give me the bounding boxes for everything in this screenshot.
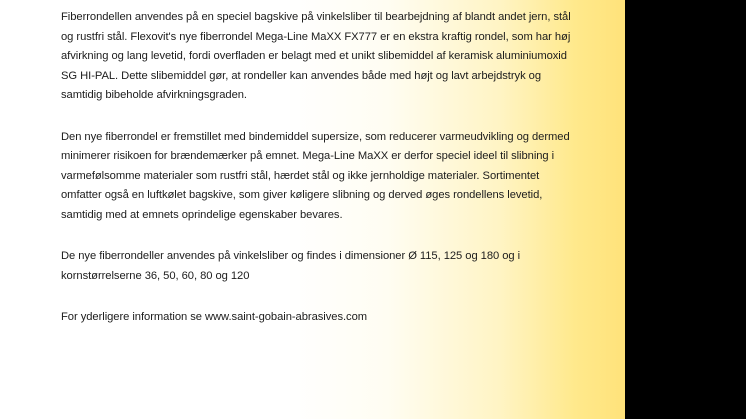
paragraph-3: De nye fiberrondeller anvendes på vinkelsliber og findes i dimensioner Ø 115, 125 og 180 og i kornstørrelserne 36, 50, 60, 80 og 120 — [61, 250, 521, 282]
paragraph-4: For yderligere information se www.saint-gobain-abrasives.com — [61, 311, 368, 323]
article-body — [61, 8, 581, 328]
side-panel — [625, 0, 746, 419]
paragraph-1: Fiberrondellen anvendes på en speciel bagskive på vinkelsliber til bearbejdning af blandt andet jern, stål og rustfri stål. Flexovit's nye fiberrondel Mega-Line MaXX FX777 er en ekstra kraftig rondel, som har høj afvirkning og lang levetid, fordi overfladen er belagt med et unikt slibemiddel af keramisk aluminiumoxid SG HI-PAL. Dette slibemiddel gør, at rondeller kan anvendes både med højt og lavt arbejdstryk og samtidig bibeholde afvirkningsgraden. — [61, 11, 571, 101]
paragraph-2: Den nye fiberrondel er fremstillet med bindemiddel supersize, som reducerer varmeudvikling og dermed minimerer risikoen for brændemærker på emnet. Mega-Line MaXX er derfor speciel ideel til slibning i varmefølsomme materialer som rustfri stål, hærdet stål og ikke jernholdige materialer. Sortimentet omfatter også en luftkølet bagskive, som giver køligere slibning og derved øges rondellens levetid, samtidig med at emnets oprindelige egenskaber bevares. — [61, 130, 570, 221]
